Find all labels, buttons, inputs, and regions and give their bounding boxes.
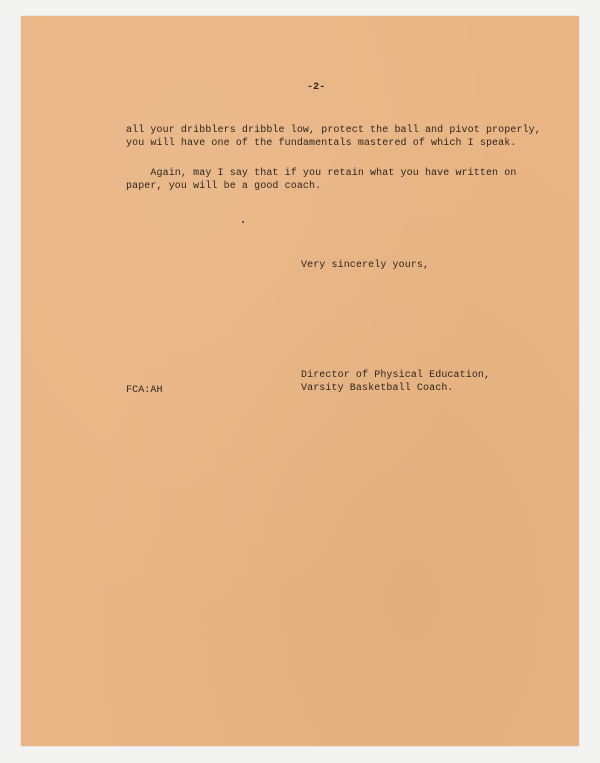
complimentary-closing: Very sincerely yours, xyxy=(301,260,430,271)
reference-initials: FCA:AH xyxy=(126,385,163,396)
body-paragraph-2: Again, may I say that if you retain what you have written on paper, you will be a good coach. xyxy=(126,168,517,192)
body-paragraph-1: all your dribblers dribble low, protect the ball and pivot properly, you will have one of the fundamentals mastered of which I speak. xyxy=(126,125,541,149)
signature-block: Director of Physical Education, Varsity Basketball Coach. xyxy=(301,370,491,394)
page-number: -2- xyxy=(307,82,326,93)
ink-speck xyxy=(242,221,244,223)
letter-page xyxy=(21,16,579,746)
